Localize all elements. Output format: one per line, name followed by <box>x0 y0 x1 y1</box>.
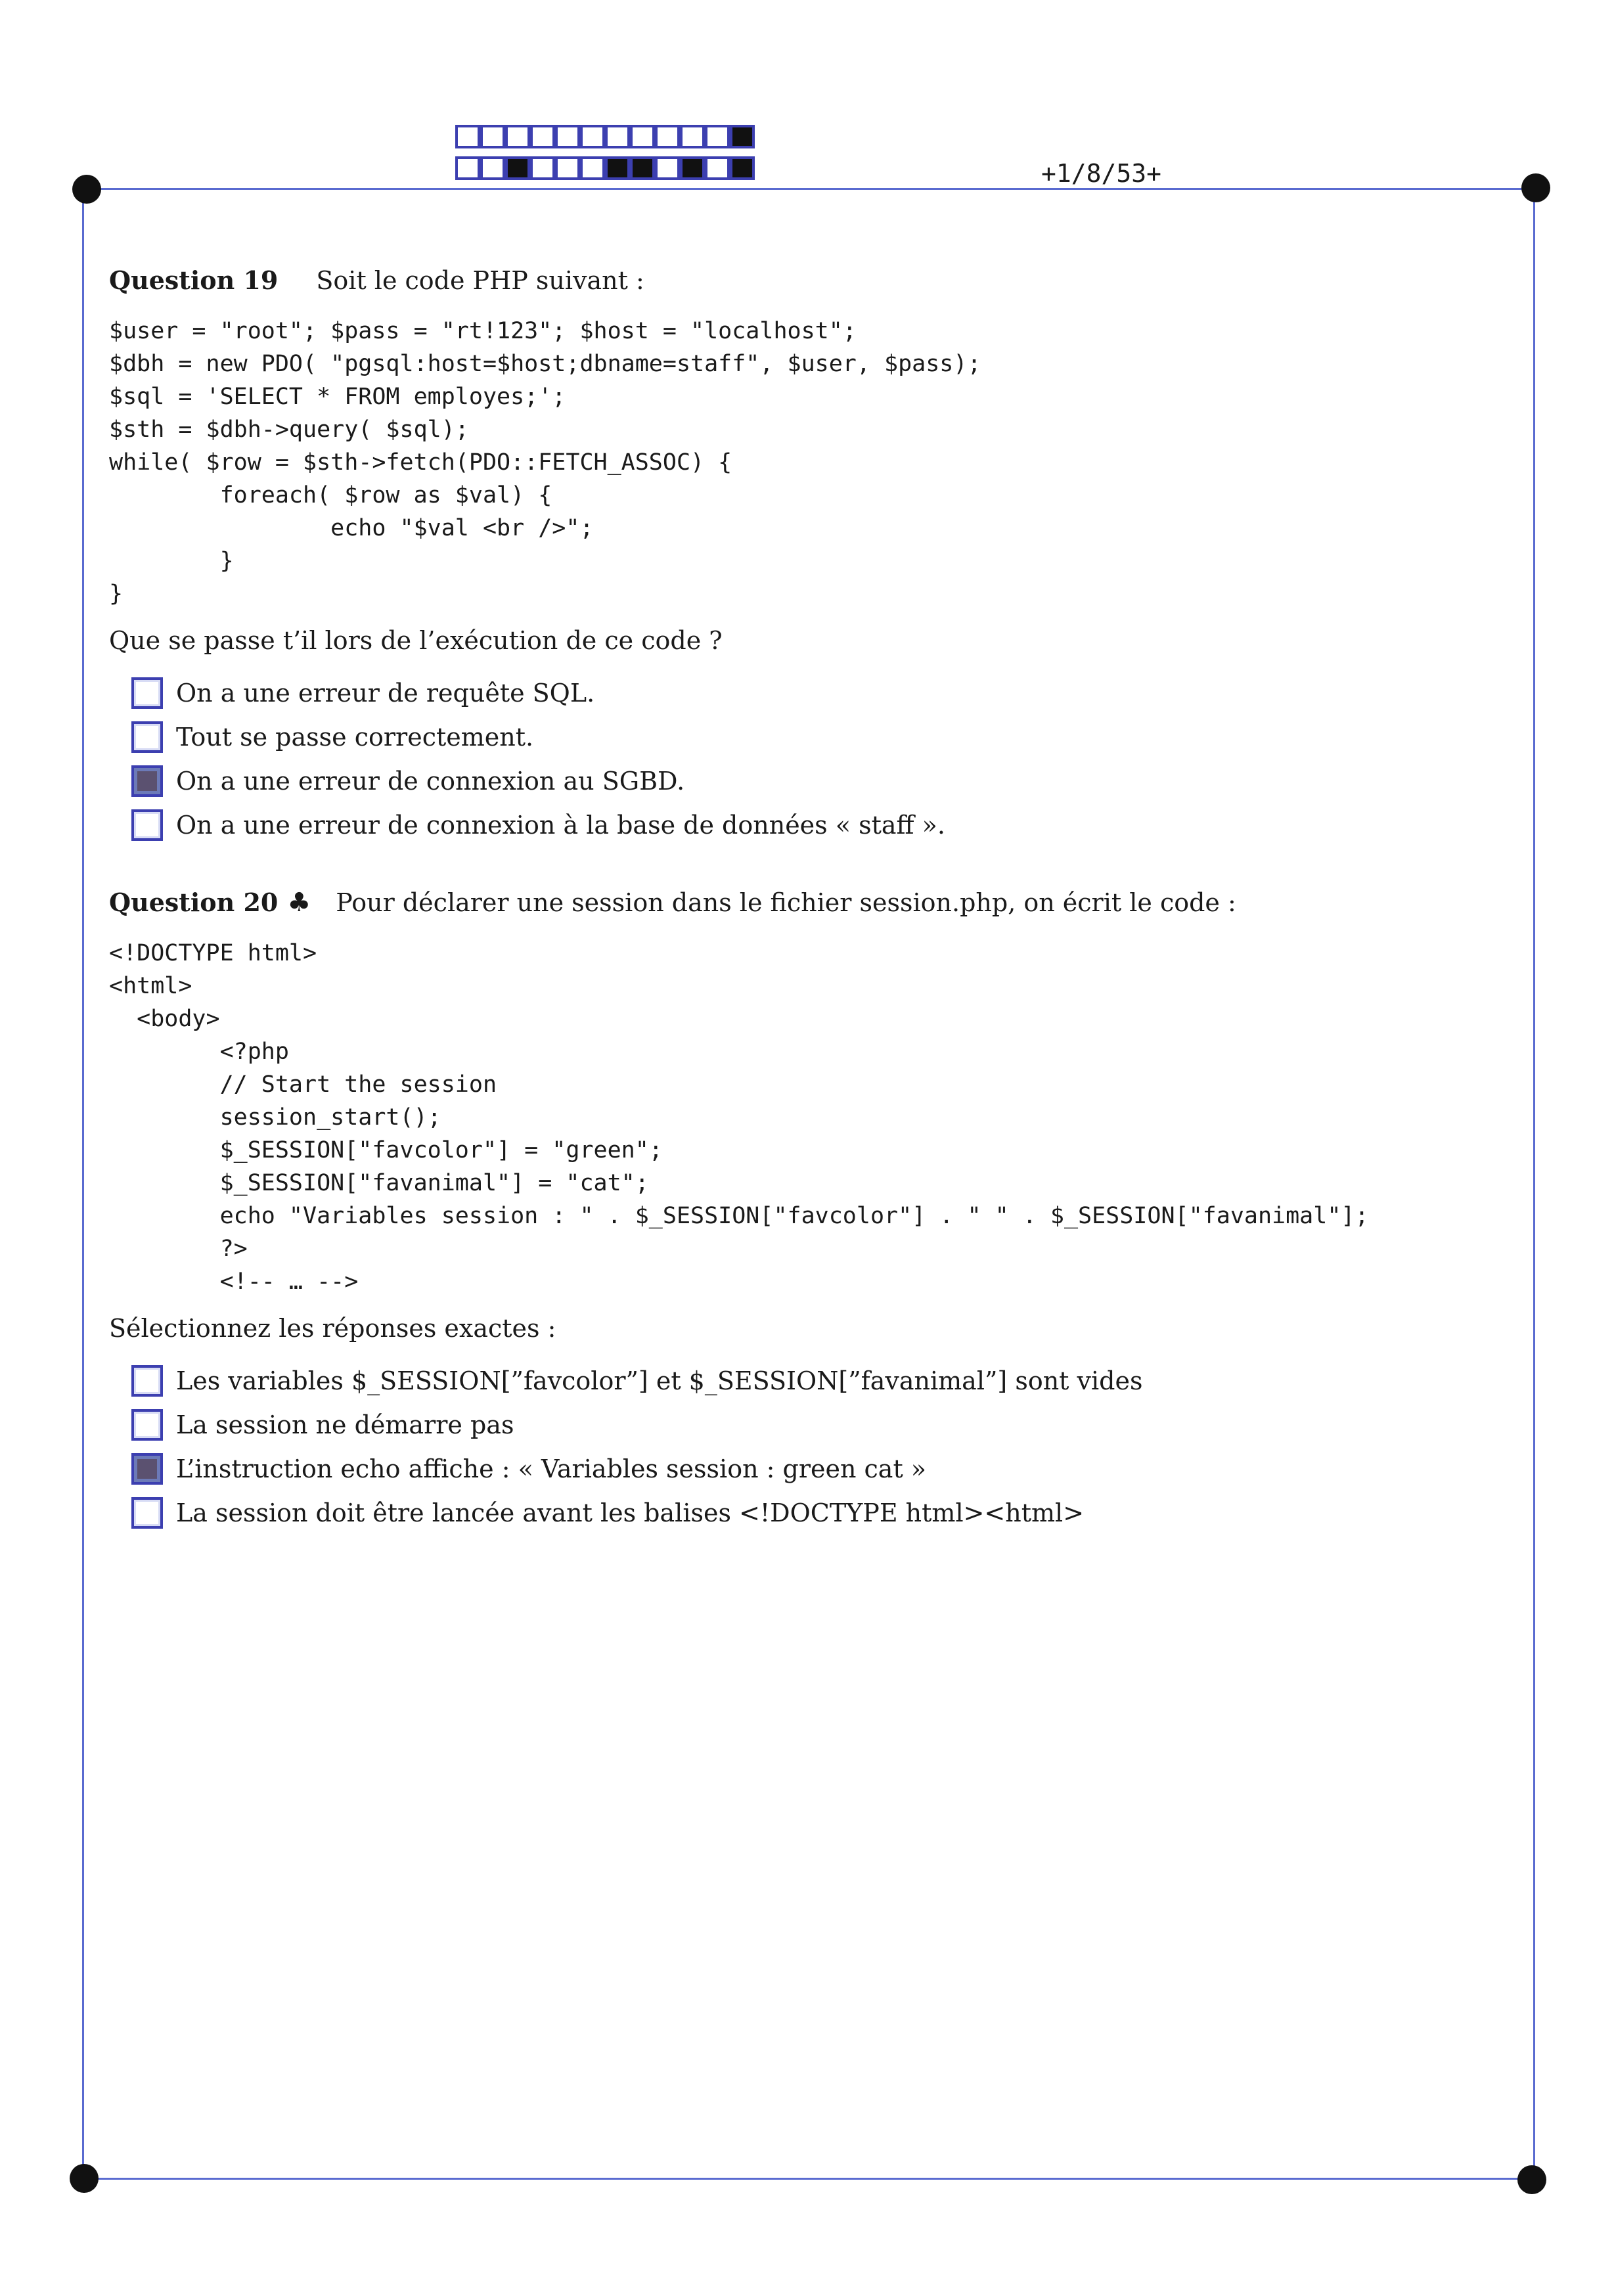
answer-label: On a une erreur de connexion au SGBD. <box>176 766 685 796</box>
answer-option[interactable] <box>131 1359 1369 1403</box>
page-code-row-1 <box>455 125 755 148</box>
code-cell <box>730 125 755 148</box>
answer-option[interactable] <box>131 803 981 847</box>
answer-option[interactable] <box>131 1491 1369 1535</box>
code-cell <box>555 156 580 180</box>
code-cell <box>455 125 480 148</box>
question-intro: Soit le code PHP suivant : <box>316 266 644 295</box>
code-cell <box>705 156 730 180</box>
code-cell <box>680 156 705 180</box>
code-cell <box>555 125 580 148</box>
frame-left <box>82 188 84 2178</box>
answer-label: L’instruction echo affiche : « Variables session : green cat » <box>176 1454 927 1483</box>
code-cell <box>655 156 680 180</box>
answer-checkbox[interactable] <box>131 1453 163 1485</box>
code-cell <box>505 156 530 180</box>
answer-checkbox[interactable] <box>131 721 163 753</box>
corner-mark-bottom-left <box>70 2164 99 2193</box>
question-heading <box>109 887 1369 918</box>
frame-top <box>88 188 1537 190</box>
answer-checkbox[interactable] <box>131 1497 163 1529</box>
frame-right <box>1533 188 1535 2178</box>
code-cell <box>630 125 655 148</box>
answer-option[interactable] <box>131 715 981 759</box>
answer-list <box>131 1359 1369 1535</box>
code-cell <box>505 125 530 148</box>
answer-label: La session doit être lancée avant les balises <!DOCTYPE html><html> <box>176 1498 1085 1527</box>
answer-checkbox[interactable] <box>131 765 163 797</box>
answer-list <box>131 671 981 847</box>
answer-label: On a une erreur de connexion à la base de données « staff ». <box>176 810 945 840</box>
code-cell <box>480 156 505 180</box>
code-cell <box>530 125 555 148</box>
answer-option[interactable] <box>131 671 981 715</box>
answer-option[interactable] <box>131 759 981 803</box>
answer-option[interactable] <box>131 1403 1369 1447</box>
answer-label: La session ne démarre pas <box>176 1410 514 1439</box>
page-id: +1/8/53+ <box>1041 159 1162 188</box>
code-cell <box>605 156 630 180</box>
question-number: Question 20 <box>109 888 279 917</box>
php-code-block: $user = "root"; $pass = "rt!123"; $host = "localhost"; $dbh = new PDO( "pgsql:host=$host;dbname=staff", $user, $pass); $sql = 'SELECT * FROM employes;'; $sth = $dbh->query( $sql); while( $row = $sth->fetch(PDO::FETCH_ASSOC) { foreach( $row as $val) { echo "$val <br />"; } } <box>109 318 981 607</box>
question-19 <box>109 265 981 847</box>
code-cell <box>655 125 680 148</box>
frame-bottom <box>88 2178 1537 2180</box>
question-prompt: Sélectionnez les réponses exactes : <box>109 1314 556 1343</box>
code-cell <box>705 125 730 148</box>
code-cell <box>580 125 605 148</box>
question-number: Question 19 <box>109 265 279 295</box>
code-cell <box>730 156 755 180</box>
question-prompt: Que se passe t’il lors de l’exécution de ce code ? <box>109 626 723 655</box>
question-heading <box>109 265 981 296</box>
code-cell <box>630 156 655 180</box>
corner-mark-bottom-right <box>1517 2165 1546 2194</box>
answer-label: Tout se passe correctement. <box>176 722 534 752</box>
question-intro: Pour déclarer une session dans le fichier session.php, on écrit le code : <box>336 888 1236 917</box>
answer-checkbox[interactable] <box>131 1365 163 1397</box>
code-cell <box>480 125 505 148</box>
code-cell <box>680 125 705 148</box>
answer-checkbox[interactable] <box>131 1409 163 1441</box>
answer-label: On a une erreur de requête SQL. <box>176 678 595 708</box>
corner-mark-top-left <box>72 175 101 204</box>
code-cell <box>580 156 605 180</box>
code-cell <box>530 156 555 180</box>
html-code-block: <!DOCTYPE html> <html> <body> <?php // Start the session session_start(); $_SESSION["favcolor"] = "green"; $_SESSION["favanimal"] = "cat"; echo "Variables session : " . $_SESSION["favcolor"] . " " . $_SESSION["favanimal"]; ?> <!-- … --> <box>109 940 1369 1295</box>
corner-mark-top-right <box>1521 173 1550 202</box>
page-code-row-2 <box>455 156 755 180</box>
code-cell <box>455 156 480 180</box>
answer-label: Les variables $_SESSION[”favcolor”] et $_SESSION[”favanimal”] sont vides <box>176 1366 1143 1395</box>
question-20 <box>109 887 1369 1535</box>
code-cell <box>605 125 630 148</box>
answer-checkbox[interactable] <box>131 677 163 709</box>
answer-option[interactable] <box>131 1447 1369 1491</box>
answer-checkbox[interactable] <box>131 809 163 841</box>
club-symbol-icon: ♣ <box>287 888 311 918</box>
